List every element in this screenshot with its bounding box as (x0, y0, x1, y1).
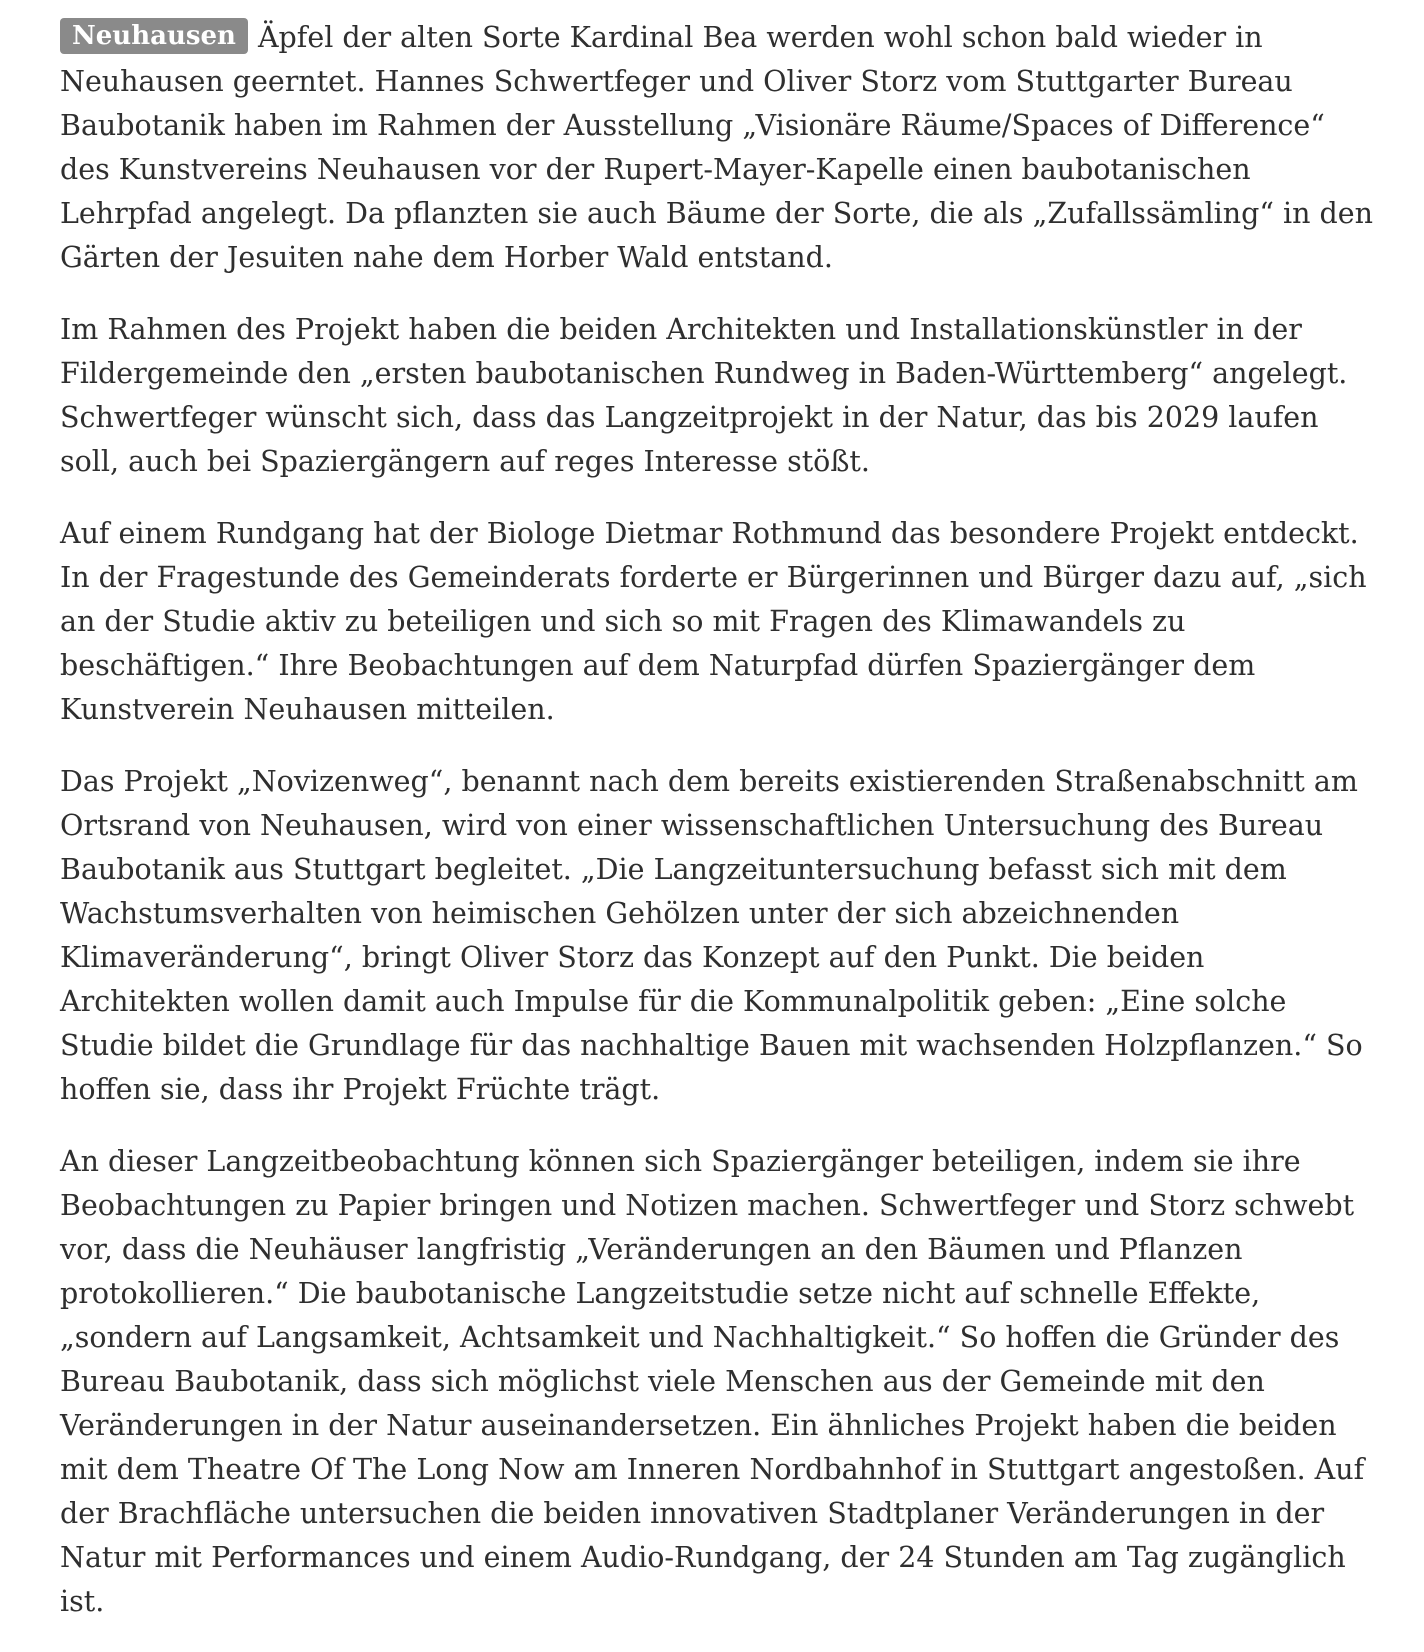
article-paragraph-2: Im Rahmen des Projekt haben die beiden Architekten und Installationskünstler in der Fildergemeinde den „ersten baubotanischen Rundweg in Baden-Württemberg“ angelegt. Schwertfeger wünscht sich, dass das Langzeitprojekt in der Natur, das bis 2029 laufen soll, auch bei Spaziergängern auf reges Interesse stößt. (60, 313, 1348, 478)
article-paragraph-4: Das Projekt „Novizenweg“, benannt nach dem bereits existierenden Straßenabschnitt am Ortsrand von Neuhausen, wird von einer wissenschaftlichen Untersuchung des Bureau Baubotanik aus Stuttgart begleitet. „Die Langzeituntersuchung befasst sich mit dem Wachstumsverhalten von heimischen Gehölzen unter der sich abzeichnenden Klimaveränderung“, bringt Oliver Storz das Konzept auf den Punkt. Die beiden Architekten wollen damit auch Impulse für die Kommunalpolitik geben: „Eine solche Studie bildet die Grundlage für das nachhaltige Bauen mit wachsenden Holzpflanzen.“ So hoffen sie, dass ihr Projekt Früchte trägt. (60, 765, 1363, 1106)
dateline-badge: Neuhausen (60, 18, 248, 54)
article-paragraph-1 (60, 16, 1380, 280)
article-paragraph-3: Auf einem Rundgang hat der Biologe Dietmar Rothmund das besondere Projekt entdeckt. In der Fragestunde des Gemeinderats forderte er Bürgerinnen und Bürger dazu auf, „sich an der Studie aktiv zu beteiligen und sich so mit Fragen des Klimawandels zu beschäftigen.“ Ihre Beobachtungen auf dem Naturpfad dürfen Spaziergänger dem Kunstverein Neuhausen mitteilen. (60, 517, 1367, 726)
paragraph-text: Äpfel der alten Sorte Kardinal Bea werden wohl schon bald wieder in Neuhausen geerntet. Hannes Schwertfeger und Oliver Storz vom Stuttgarter Bureau Baubotanik haben im Rahmen der Ausstellung „Visionäre Räume/Spaces of Difference“ des Kunstvereins Neuhausen vor der Rupert-Mayer-Kapelle einen baubotanischen Lehrpfad angelegt. Da pflanzten sie auch Bäume der Sorte, die als „Zufallssämling“ in den Gärten der Jesuiten nahe dem Horber Wald entstand. (60, 21, 1374, 274)
article-paragraph-5: An dieser Langzeitbeobachtung können sich Spaziergänger beteiligen, indem sie ihre Beobachtungen zu Papier bringen und Notizen machen. Schwertfeger und Storz schwebt vor, dass die Neuhäuser langfristig „Veränderungen an den Bäumen und Pflanzen protokollieren.“ Die baubotanische Langzeitstudie setze nicht auf schnelle Effekte, „sondern auf Langsamkeit, Achtsamkeit und Nachhaltigkeit.“ So hoffen die Gründer des Bureau Baubotanik, dass sich möglichst viele Menschen aus der Gemeinde mit den Veränderungen in der Natur auseinandersetzen. Ein ähnliches Projekt haben die beiden mit dem Theatre Of The Long Now am Inneren Nordbahnhof in Stuttgart angestoßen. Auf der Brachfläche untersuchen die beiden innovativen Stadtplaner Veränderungen in der Natur mit Performances und einem Audio-Rundgang, der 24 Stunden am Tag zugänglich ist. (60, 1145, 1365, 1618)
article-body (60, 16, 1380, 1652)
